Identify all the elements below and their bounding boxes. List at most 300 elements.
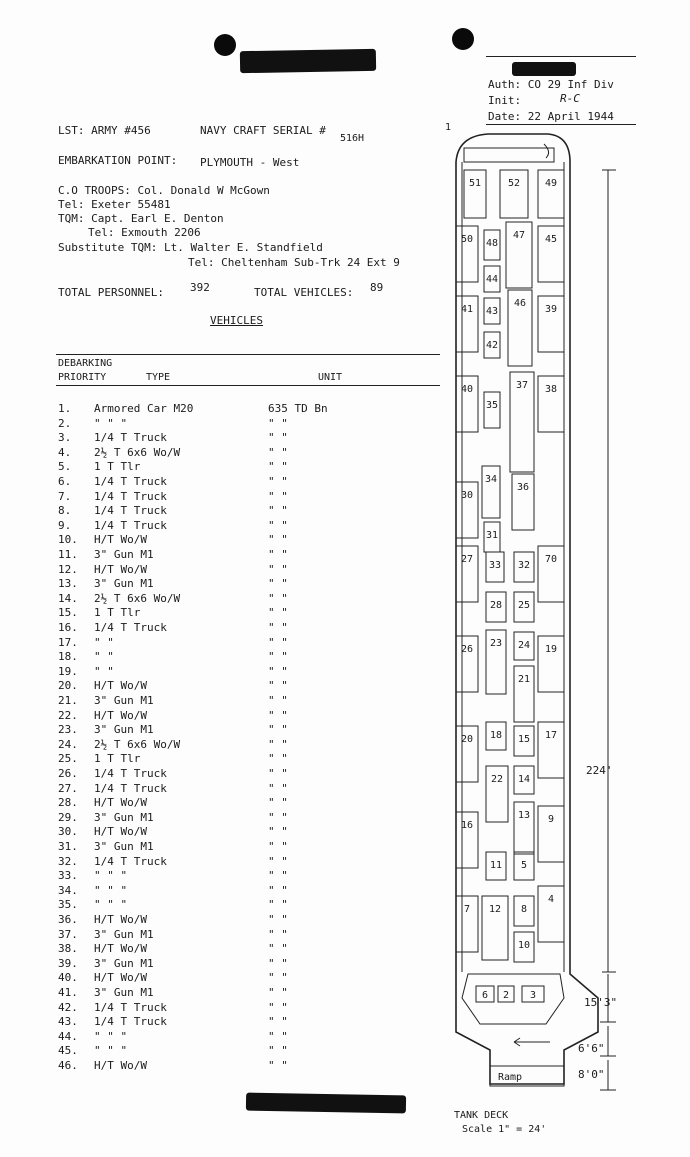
- redaction-bottom: [246, 1093, 406, 1114]
- vehicle-slot: [486, 722, 506, 750]
- vehicle-unit: 635 TD Bn: [268, 402, 328, 415]
- vehicle-unit: " ": [268, 752, 288, 766]
- vehicle-type: 1/4 T Truck: [94, 475, 167, 488]
- vehicle-priority: 6.: [58, 475, 72, 488]
- bow-section: [462, 974, 564, 1024]
- stamp-auth: Auth: CO 29 Inf Div: [488, 78, 614, 91]
- vehicle-row: [58, 709, 358, 723]
- vehicle-slot: [464, 170, 486, 218]
- vehicle-row: [58, 782, 358, 796]
- vehicle-unit: " ": [268, 854, 288, 868]
- vehicle-slot-label: 5: [520, 860, 528, 871]
- vehicle-slot: [514, 852, 534, 880]
- vehicle-type: 1/4 T Truck: [94, 621, 167, 634]
- vehicle-slot-label: 28: [489, 600, 503, 611]
- vehicle-slot-label: 1: [444, 122, 452, 133]
- vehicle-row: [58, 1001, 358, 1015]
- vehicle-type: 1/4 T Truck: [94, 781, 167, 795]
- vehicle-priority: 36.: [58, 913, 78, 926]
- vehicle-priority: 29.: [58, 810, 78, 824]
- total-vehicles: 89: [370, 281, 384, 294]
- vehicle-slot-label: 27: [460, 554, 474, 565]
- vehicle-unit: " ": [268, 489, 288, 503]
- vehicle-priority: 31.: [58, 840, 78, 853]
- vehicle-slot-label: 70: [544, 554, 558, 565]
- vehicle-type: 1/4 T Truck: [94, 854, 167, 868]
- col-type: TYPE: [146, 372, 171, 383]
- vehicle-slot-label: 22: [490, 774, 504, 785]
- vehicle-row: [58, 913, 358, 927]
- embark-label: EMBARKATION POINT:: [58, 154, 178, 167]
- co-tel: Tel: Exeter 55481: [58, 198, 171, 211]
- vehicle-type: H/T Wo/W: [94, 533, 147, 547]
- vehicle-unit: " ": [268, 694, 288, 707]
- vehicle-slot: [512, 474, 534, 530]
- vehicle-type: 2½ T 6x6 Wo/W: [94, 445, 181, 459]
- vehicle-type: " " ": [94, 1029, 128, 1043]
- vehicle-slot: [456, 726, 478, 782]
- vehicle-unit: " ": [268, 927, 288, 941]
- punch-hole-left: [214, 34, 236, 56]
- vehicle-slot-label: 32: [517, 560, 531, 571]
- vehicle-priority: 32.: [58, 854, 78, 868]
- vehicle-priority: 33.: [58, 869, 78, 883]
- vehicle-slot-label: 46: [513, 298, 527, 309]
- vehicle-priority: 22.: [58, 708, 78, 722]
- punch-hole-right: [452, 28, 474, 50]
- vehicle-slot-label: 42: [485, 340, 499, 351]
- vehicle-slot: [514, 666, 534, 722]
- vehicle-unit: " ": [268, 460, 288, 474]
- vehicle-slot: [456, 896, 478, 952]
- col-priority-1: DEBARKING: [58, 358, 113, 369]
- vehicle-row: [58, 869, 358, 883]
- vehicle-type: " ": [94, 635, 114, 649]
- ramp-arrow: [514, 1038, 550, 1046]
- vehicle-priority: 24.: [58, 737, 78, 751]
- vehicle-row: [58, 475, 358, 489]
- vehicle-priority: 45.: [58, 1044, 78, 1058]
- vehicle-priority: 28.: [58, 796, 78, 810]
- vehicle-row: [58, 928, 358, 942]
- vehicle-unit: " ": [268, 445, 288, 459]
- vehicle-slot-label: 23: [489, 638, 503, 649]
- vehicle-priority: 16.: [58, 621, 78, 634]
- vehicle-slot: [538, 376, 564, 432]
- vehicle-slot-label: 4: [547, 894, 555, 905]
- total-personnel: 392: [190, 281, 210, 294]
- vehicle-slot: [486, 630, 506, 694]
- vehicle-type: 1/4 T Truck: [94, 1000, 167, 1014]
- vehicle-slot: [514, 766, 534, 794]
- vehicle-type: 1 T Tlr: [94, 606, 141, 620]
- vehicle-unit: " ": [268, 416, 288, 430]
- vehicle-unit: " ": [268, 913, 288, 926]
- vehicle-row: [58, 592, 358, 606]
- vehicle-slot-label: 30: [460, 490, 474, 501]
- vehicle-priority: 3.: [58, 431, 72, 445]
- vehicle-slot: [538, 226, 564, 282]
- dim-2: 6'6": [578, 1042, 605, 1055]
- tank-deck-diagram: [444, 122, 678, 1106]
- dim-3: 8'0": [578, 1068, 605, 1081]
- vehicle-slot-label: 45: [544, 234, 558, 245]
- vehicle-unit: " ": [268, 810, 288, 824]
- vehicle-row: [58, 431, 358, 445]
- tqm: TQM: Capt. Earl E. Denton: [58, 212, 224, 225]
- vehicle-unit: " ": [268, 1015, 288, 1029]
- vehicle-row: [58, 752, 358, 766]
- vehicle-slot-label: 43: [485, 306, 499, 317]
- vehicle-unit: " ": [268, 737, 288, 751]
- vehicle-slot: [514, 632, 534, 660]
- vehicle-type: 3" Gun M1: [94, 927, 154, 941]
- vehicle-slot-label: 12: [488, 904, 502, 915]
- vehicle-slot: [484, 230, 500, 260]
- vehicle-unit: " ": [268, 942, 288, 956]
- vehicle-priority: 7.: [58, 489, 72, 503]
- vehicle-type: H/T Wo/W: [94, 971, 147, 985]
- vehicle-type: 3" Gun M1: [94, 986, 154, 999]
- co-troops: C.O TROOPS: Col. Donald W McGown: [58, 184, 270, 197]
- vehicle-row: [58, 898, 358, 912]
- vehicle-slot: [456, 812, 478, 868]
- vehicle-unit: " ": [268, 708, 288, 722]
- vehicle-slot-label: 40: [460, 384, 474, 395]
- vehicle-row: [58, 971, 358, 985]
- vehicle-slot-label: 24: [517, 640, 531, 651]
- vehicle-unit: " ": [268, 577, 288, 591]
- vehicle-slot-label: 39: [544, 304, 558, 315]
- vehicle-priority: 17.: [58, 635, 78, 649]
- vehicle-slot: [484, 522, 500, 552]
- vehicle-slot-label: 10: [517, 940, 531, 951]
- vehicle-type: 3" Gun M1: [94, 840, 154, 853]
- vehicle-row: [58, 825, 358, 839]
- vehicle-unit: " ": [268, 533, 288, 547]
- vehicle-priority: 35.: [58, 898, 78, 912]
- vehicle-slot-label: 13: [517, 810, 531, 821]
- vehicle-unit: " ": [268, 679, 288, 693]
- vehicle-type: 2½ T 6x6 Wo/W: [94, 737, 181, 751]
- vehicle-row: [58, 650, 358, 664]
- vehicle-slot: [484, 298, 500, 324]
- vehicle-row: [58, 519, 358, 533]
- vehicle-slot: [486, 766, 508, 822]
- vehicle-priority: 9.: [58, 518, 72, 532]
- vehicle-priority: 20.: [58, 679, 78, 693]
- vehicle-row: [58, 679, 358, 693]
- vehicle-slot: [456, 296, 478, 352]
- stamp-rule-top: [486, 56, 636, 57]
- vehicle-slot: [456, 226, 478, 282]
- vehicle-slot: [514, 896, 534, 926]
- vehicle-slot-label: 21: [517, 674, 531, 685]
- vehicle-slot: [486, 592, 506, 622]
- vehicle-type: " ": [94, 650, 114, 664]
- vehicle-slot-label: 41: [460, 304, 474, 315]
- substitute-tqm: Substitute TQM: Lt. Walter E. Standfield: [58, 241, 323, 254]
- vehicle-slot-label: 26: [460, 644, 474, 655]
- vehicle-priority: 43.: [58, 1015, 78, 1029]
- vehicle-slot: [514, 592, 534, 622]
- vehicle-slot: [538, 170, 564, 218]
- vehicle-unit: " ": [268, 1059, 288, 1072]
- vehicle-slot-label: 3: [529, 990, 537, 1001]
- vehicle-unit: " ": [268, 1044, 288, 1058]
- vehicle-priority: 11.: [58, 548, 78, 561]
- vehicle-row: [58, 460, 358, 474]
- vehicle-slot-label: 2: [502, 990, 510, 1001]
- vehicle-row: [58, 738, 358, 752]
- vehicle-type: 3" Gun M1: [94, 548, 154, 561]
- vehicle-unit: " ": [268, 591, 288, 605]
- vehicle-row: [58, 548, 358, 562]
- vehicle-slot: [498, 986, 514, 1002]
- vehicle-slot-label: 9: [547, 814, 555, 825]
- col-priority-2: PRIORITY: [58, 372, 107, 383]
- vehicle-type: 3" Gun M1: [94, 956, 154, 970]
- vehicle-slot-label: 33: [488, 560, 502, 571]
- vehicle-priority: 46.: [58, 1059, 78, 1072]
- vehicle-row: [58, 840, 358, 854]
- vehicle-type: " " ": [94, 869, 128, 883]
- vehicle-type: H/T Wo/W: [94, 796, 147, 810]
- vehicle-slot: [508, 290, 532, 366]
- vehicle-row: [58, 417, 358, 431]
- vehicles-heading: VEHICLES: [210, 314, 263, 327]
- total-vehicles-label: TOTAL VEHICLES:: [254, 286, 354, 299]
- vehicle-slot: [456, 636, 478, 692]
- vehicle-type: H/T Wo/W: [94, 825, 147, 839]
- vehicle-slot-label: 25: [517, 600, 531, 611]
- diagram-caption-1: TANK DECK: [454, 1110, 509, 1121]
- vehicle-priority: 8.: [58, 504, 72, 518]
- vehicle-unit: " ": [268, 723, 288, 737]
- vehicle-slot-label: 18: [489, 730, 503, 741]
- vehicle-priority: 40.: [58, 971, 78, 985]
- vehicle-row: [58, 855, 358, 869]
- vehicle-type: Armored Car M20: [94, 402, 194, 415]
- vehicle-unit: " ": [268, 562, 288, 576]
- vehicle-priority: 5.: [58, 460, 72, 474]
- vehicle-slot-label: 19: [544, 644, 558, 655]
- vehicle-row: [58, 636, 358, 650]
- stamp-rule-bottom: [486, 124, 636, 125]
- vehicle-slot: [484, 392, 500, 428]
- vehicle-row: [58, 504, 358, 518]
- ramp-label: Ramp: [498, 1072, 523, 1083]
- substitute-tel: Tel: Cheltenham Sub-Trk 24 Ext 9: [188, 256, 400, 269]
- embark-value: PLYMOUTH - West: [200, 156, 300, 169]
- arrow-top: [544, 144, 549, 158]
- dim-1: 15'3": [584, 996, 618, 1009]
- vehicle-type: " ": [94, 664, 114, 678]
- vehicle-priority: 41.: [58, 986, 78, 999]
- vehicle-type: 1/4 T Truck: [94, 431, 167, 445]
- vehicle-slot: [456, 482, 478, 538]
- vehicle-unit: " ": [268, 883, 288, 897]
- vehicle-row: [58, 957, 358, 971]
- vehicle-slot-label: 14: [517, 774, 531, 785]
- vehicle-row: [58, 723, 358, 737]
- vehicle-type: 1 T Tlr: [94, 460, 141, 474]
- vehicle-slot: [538, 546, 564, 602]
- vehicle-slot-label: 15: [517, 734, 531, 745]
- vehicle-type: 3" Gun M1: [94, 723, 154, 737]
- vehicle-priority: 30.: [58, 825, 78, 839]
- vehicle-priority: 23.: [58, 723, 78, 737]
- vehicle-type: " " ": [94, 1044, 128, 1058]
- vehicle-slot: [522, 986, 544, 1002]
- vehicle-row: [58, 1059, 358, 1073]
- vehicle-unit: " ": [268, 606, 288, 620]
- vehicle-slot-label: 51: [468, 178, 482, 189]
- vehicle-type: H/T Wo/W: [94, 942, 147, 956]
- navy-label: NAVY CRAFT SERIAL #: [200, 124, 326, 137]
- vehicle-priority: 37.: [58, 927, 78, 941]
- vehicle-slot: [500, 170, 528, 218]
- redaction-stamp: [512, 62, 576, 76]
- vehicle-slot: [484, 332, 500, 358]
- vehicle-type: 1 T Tlr: [94, 752, 141, 766]
- vehicle-row: [58, 1044, 358, 1058]
- vehicle-priority: 14.: [58, 591, 78, 605]
- vehicle-unit: " ": [268, 650, 288, 664]
- hull-inner: [462, 162, 564, 972]
- vehicle-slot: [486, 552, 504, 582]
- tqm-tel: Tel: Exmouth 2206: [88, 226, 201, 239]
- vehicle-unit: " ": [268, 869, 288, 883]
- total-personnel-label: TOTAL PERSONNEL:: [58, 286, 164, 299]
- vehicle-slot: [482, 466, 500, 518]
- vehicle-priority: 39.: [58, 956, 78, 970]
- vehicle-slot-label: 37: [515, 380, 529, 391]
- vehicle-slot: [514, 802, 534, 854]
- vehicle-unit: " ": [268, 664, 288, 678]
- vehicle-type: 1/4 T Truck: [94, 767, 167, 780]
- vehicle-slot-label: 35: [485, 400, 499, 411]
- vehicle-priority: 13.: [58, 577, 78, 591]
- vehicle-unit: " ": [268, 504, 288, 518]
- table-rule-top: [56, 354, 440, 355]
- vehicle-slot: [506, 222, 532, 288]
- vehicle-slot: [456, 546, 478, 602]
- vehicle-slot-label: 8: [520, 904, 528, 915]
- vehicle-slot: [514, 932, 534, 962]
- vehicle-slot-label: 11: [489, 860, 503, 871]
- vehicle-row: [58, 621, 358, 635]
- col-unit: UNIT: [318, 372, 343, 383]
- vehicle-unit: " ": [268, 781, 288, 795]
- vehicle-slot-label: 36: [516, 482, 530, 493]
- vehicle-slot: [538, 886, 564, 942]
- vehicle-priority: 25.: [58, 752, 78, 766]
- vehicle-unit: " ": [268, 796, 288, 810]
- vehicle-priority: 19.: [58, 664, 78, 678]
- vehicle-row: [58, 606, 358, 620]
- vehicle-slots: [445, 122, 564, 1002]
- vehicle-slot: [445, 122, 451, 133]
- vehicle-priority: 34.: [58, 883, 78, 897]
- vehicle-slot: [456, 376, 478, 432]
- vehicle-unit: " ": [268, 1029, 288, 1043]
- vehicle-slot-label: 6: [481, 990, 489, 1001]
- vehicle-unit: " ": [268, 971, 288, 985]
- vehicle-type: " " ": [94, 416, 128, 430]
- vehicle-unit: " ": [268, 986, 288, 999]
- vehicle-type: H/T Wo/W: [94, 679, 147, 693]
- vehicle-unit: " ": [268, 548, 288, 561]
- stamp-date: Date: 22 April 1944: [488, 110, 614, 123]
- vehicle-unit: " ": [268, 1000, 288, 1014]
- vehicle-row: [58, 1030, 358, 1044]
- vehicle-priority: 26.: [58, 767, 78, 780]
- vehicle-priority: 42.: [58, 1000, 78, 1014]
- vehicle-type: 1/4 T Truck: [94, 489, 167, 503]
- vehicle-slot-label: 20: [460, 734, 474, 745]
- vehicle-slot-label: 38: [544, 384, 558, 395]
- lst-label: LST: ARMY #456: [58, 124, 151, 137]
- vehicle-row: [58, 533, 358, 547]
- stamp-init-mark: R-C: [560, 92, 580, 105]
- vehicle-priority: 18.: [58, 650, 78, 664]
- vehicle-unit: " ": [268, 621, 288, 634]
- vehicle-slot-label: 16: [460, 820, 474, 831]
- vehicle-unit: " ": [268, 431, 288, 445]
- dim-length: 224': [586, 764, 613, 777]
- vehicle-type: 3" Gun M1: [94, 810, 154, 824]
- vehicle-type: 3" Gun M1: [94, 577, 154, 591]
- vehicle-slot: [514, 552, 534, 582]
- vehicle-row: [58, 942, 358, 956]
- vehicle-row: [58, 767, 358, 781]
- vehicle-type: H/T Wo/W: [94, 913, 147, 926]
- vehicle-priority: 38.: [58, 942, 78, 956]
- vehicle-row: [58, 665, 358, 679]
- vehicle-unit: " ": [268, 898, 288, 912]
- vehicle-unit: " ": [268, 956, 288, 970]
- vehicle-slot-label: 44: [485, 274, 499, 285]
- vehicle-slot: [510, 372, 534, 472]
- vehicle-priority: 15.: [58, 606, 78, 620]
- vehicle-priority: 1.: [58, 402, 72, 415]
- vehicle-unit: " ": [268, 635, 288, 649]
- vehicle-row: [58, 402, 358, 416]
- vehicle-type: H/T Wo/W: [94, 562, 147, 576]
- vehicle-priority: 10.: [58, 533, 78, 547]
- vehicle-priority: 4.: [58, 445, 72, 459]
- vehicle-slot-label: 7: [463, 904, 471, 915]
- vehicle-type: " " ": [94, 883, 128, 897]
- vehicle-slot: [484, 266, 500, 292]
- vehicle-row: [58, 986, 358, 1000]
- vehicle-type: 2½ T 6x6 Wo/W: [94, 591, 181, 605]
- vehicle-slot: [476, 986, 494, 1002]
- vehicle-slot-label: 48: [485, 238, 499, 249]
- vehicle-slot-label: 49: [544, 178, 558, 189]
- vehicle-type: H/T Wo/W: [94, 708, 147, 722]
- vehicle-row: [58, 563, 358, 577]
- vehicle-unit: " ": [268, 518, 288, 532]
- vehicle-unit: " ": [268, 840, 288, 853]
- vehicle-slot-label: 52: [507, 178, 521, 189]
- vehicle-row: [58, 1015, 358, 1029]
- vehicle-slot-label: 34: [484, 474, 498, 485]
- vehicle-slot-label: 50: [460, 234, 474, 245]
- vehicle-row: [58, 796, 358, 810]
- vehicle-slot: [538, 722, 564, 778]
